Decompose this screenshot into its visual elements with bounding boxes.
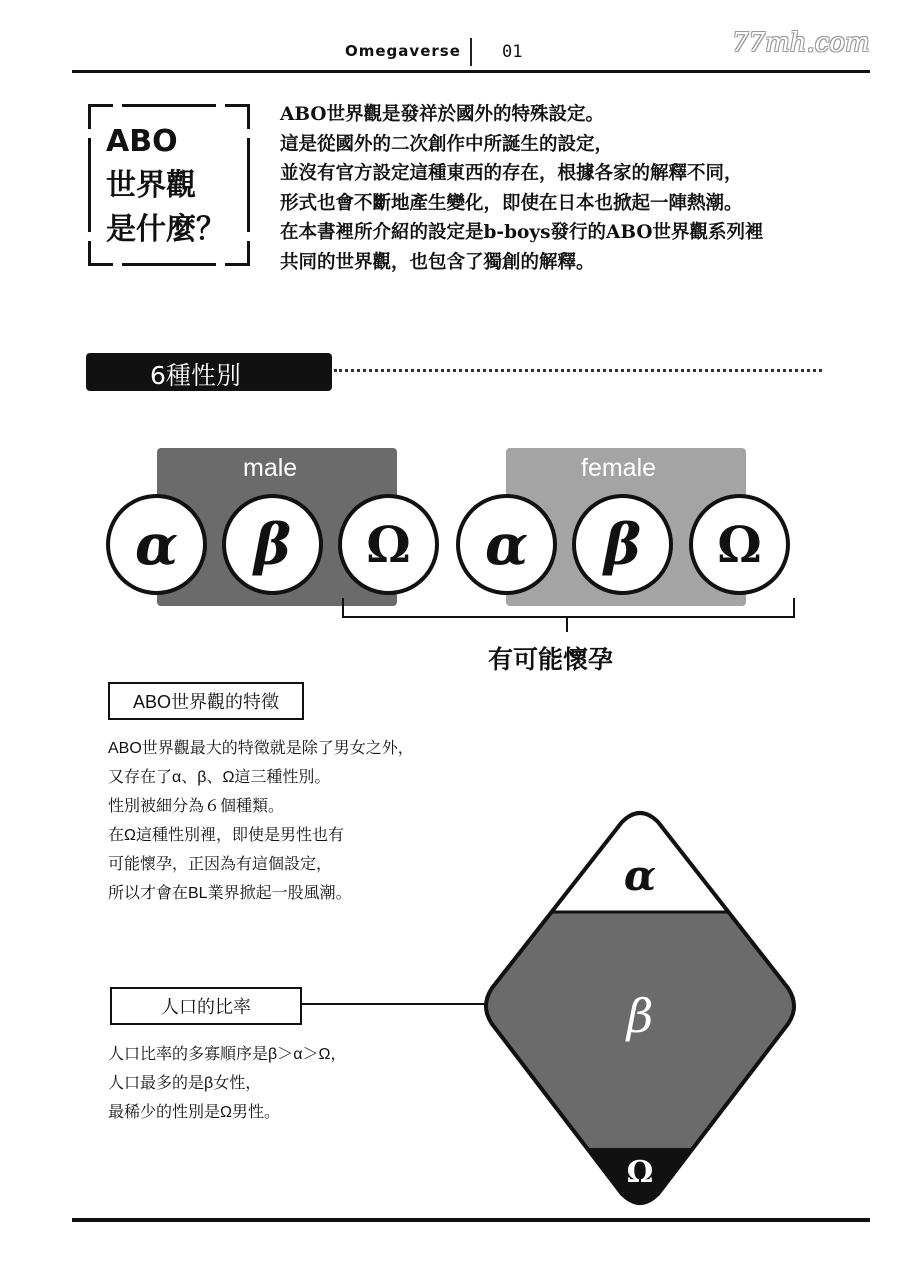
male-alpha-circle: α — [106, 494, 207, 595]
pregnancy-bracket-tick — [566, 616, 568, 632]
title-line: 世界觀 — [106, 168, 196, 203]
running-header-series: Omegaverse — [345, 42, 461, 60]
population-diamond — [480, 810, 800, 1208]
top-rule — [72, 70, 870, 73]
intro-line: ABO世界觀是發祥於國外的特殊設定。 — [280, 104, 604, 125]
female-omega-circle: Ω — [689, 494, 790, 595]
diamond-beta-label: β — [626, 989, 654, 1043]
features-heading: ABO世界觀的特徵 — [108, 682, 304, 720]
features-line: 在Ω這種性別裡，即使是男性也有 — [108, 827, 344, 844]
population-line: 最稀少的性別是Ω男性。 — [108, 1104, 280, 1121]
features-line: 性別被細分為６個種類。 — [108, 798, 285, 815]
intro-line: 共同的世界觀，也包含了獨創的解釋。 — [280, 251, 595, 273]
population-line: 人口最多的是β女性， — [108, 1075, 262, 1092]
watermark: 77mh.com — [732, 28, 870, 58]
section-dotted-rule — [334, 369, 822, 372]
intro-paragraph — [280, 100, 860, 277]
intro-line: 在本書裡所介紹的設定是b-boys發行的ABO世界觀系列裡 — [280, 222, 764, 243]
title-box — [88, 104, 250, 266]
features-paragraph — [108, 734, 414, 908]
population-connector-line — [300, 1003, 488, 1005]
header-separator — [470, 38, 472, 66]
pregnancy-bracket — [342, 598, 795, 618]
intro-line: 並沒有官方設定這種東西的存在，根據各家的解釋不同， — [280, 163, 743, 184]
features-line: ABO世界觀最大的特徵就是除了男女之外， — [108, 740, 414, 757]
pregnancy-label: 有可能懷孕 — [488, 645, 614, 674]
male-omega-circle: Ω — [338, 494, 439, 595]
corner-bracket — [225, 241, 250, 266]
features-line: 所以才會在BL業界掀起一股風潮。 — [108, 885, 352, 902]
population-paragraph — [108, 1040, 346, 1127]
male-beta-circle: β — [222, 494, 323, 595]
frame-dash — [88, 138, 91, 232]
male-label: male — [243, 454, 298, 482]
female-label: female — [581, 454, 657, 482]
corner-bracket — [225, 104, 250, 129]
features-line: 又存在了α、β、Ω這三種性別。 — [108, 769, 331, 786]
frame-dash — [247, 138, 250, 232]
frame-dash — [122, 263, 216, 266]
section-title: 6種性別 — [150, 361, 241, 390]
intro-line: 這是從國外的二次創作中所誕生的設定， — [280, 133, 614, 155]
features-line: 可能懷孕，正因為有這個設定， — [108, 856, 333, 873]
diamond-alpha-label: α — [623, 851, 657, 900]
title-line: 是什麼？ — [106, 212, 226, 247]
bottom-rule — [72, 1218, 870, 1222]
population-line: 人口比率的多寡順序是β＞α＞Ω， — [108, 1046, 347, 1063]
population-heading: 人口的比率 — [110, 987, 302, 1025]
female-beta-circle: β — [572, 494, 673, 595]
diamond-omega-label: Ω — [626, 1155, 654, 1190]
intro-line: 形式也會不斷地產生變化，即使在日本也掀起一陣熱潮。 — [280, 192, 743, 214]
frame-dash — [122, 104, 216, 107]
page-number: 01 — [502, 42, 523, 62]
female-alpha-circle: α — [456, 494, 557, 595]
title-line: ABO — [106, 124, 178, 159]
